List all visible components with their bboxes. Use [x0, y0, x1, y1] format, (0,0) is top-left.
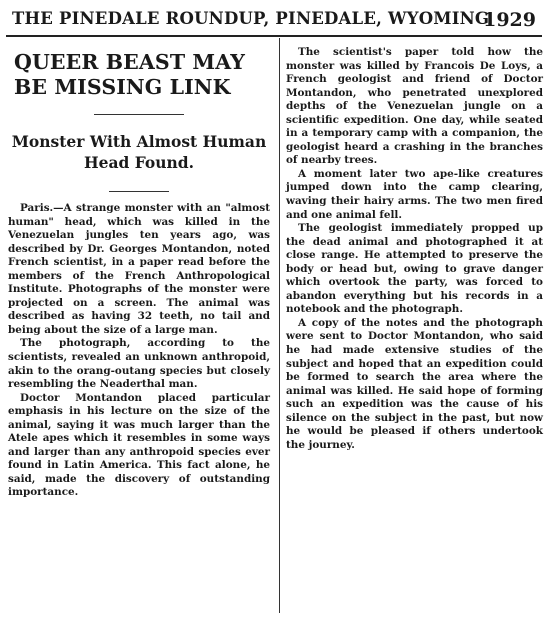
deck-line-1: Monster With Almost Human — [11, 132, 267, 151]
left-column — [8, 40, 270, 500]
paragraph: The photograph, according to the scientists, revealed an unknown anthropoid, akin to the orang-outang species but closely resembling the Neaderthal man. — [8, 337, 270, 391]
deck-rule — [109, 191, 169, 192]
masthead-year: 1929 — [483, 9, 536, 31]
headline — [14, 50, 270, 100]
paragraph: A copy of the notes and the photograph were sent to Doctor Montandon, who said he had made extensive studies of the subject and hoped that an expedition could be formed to search the area where the animal was killed. He said hope of forming such an expedition was the cause of his silence on the subject in the past, but now he would be pleased if others undertook the journey. — [286, 316, 543, 451]
masthead-rule — [6, 35, 542, 37]
paragraph: A moment later two ape-like creatures jumped down into the camp clearing, waving their hairy arms. The two men fired and one animal fell. — [286, 167, 543, 221]
column-divider — [279, 38, 280, 613]
deck — [8, 131, 270, 173]
headline-line-2: BE MISSING LINK — [14, 75, 231, 99]
paragraph: The geologist immediately propped up the dead animal and photographed it at close range. He attempted to preserve the body or head but, owing to grave danger which overtook the party, was forced to abandon everything but his records in a notebook and the photograph. — [286, 222, 543, 316]
right-column — [286, 40, 543, 452]
paragraph: Doctor Montandon placed particular emphasis in his lecture on the size of the animal, saying it was much larger than the Atele apes which it resembles in some ways and larger than any anthropoid species ever found in Latin America. This fact alone, he said, made the discovery of outstanding importance. — [8, 391, 270, 499]
left-body — [8, 202, 270, 500]
headline-rule — [94, 114, 184, 115]
paragraph: The scientist's paper told how the monster was killed by Francois De Loys, a French geologist and friend of Doctor Montandon, who penetrated unexplored depths of the Venezuelan jungle on a scientific expedition. One day, while seated in a temporary camp with a companion, the geologist heard a crashing in the branches of nearby trees. — [286, 46, 543, 167]
paragraph: Paris.—A strange monster with an "almost human" head, which was killed in the Venezuelan jungles ten years ago, was described by Dr. Georges Montandon, noted French scientist, in a paper read before the members of the French Anthropological Institute. Photographs of the monster were projected on a screen. The animal was described as having 32 teeth, no tail and being about the size of a large man. — [8, 202, 270, 336]
right-body — [286, 46, 543, 452]
deck-line-2: Head Found. — [83, 153, 195, 172]
headline-line-1: QUEER BEAST MAY — [14, 50, 245, 74]
masthead — [8, 6, 542, 36]
masthead-title: THE PINEDALE ROUNDUP, PINEDALE, WYOMING — [12, 9, 490, 28]
